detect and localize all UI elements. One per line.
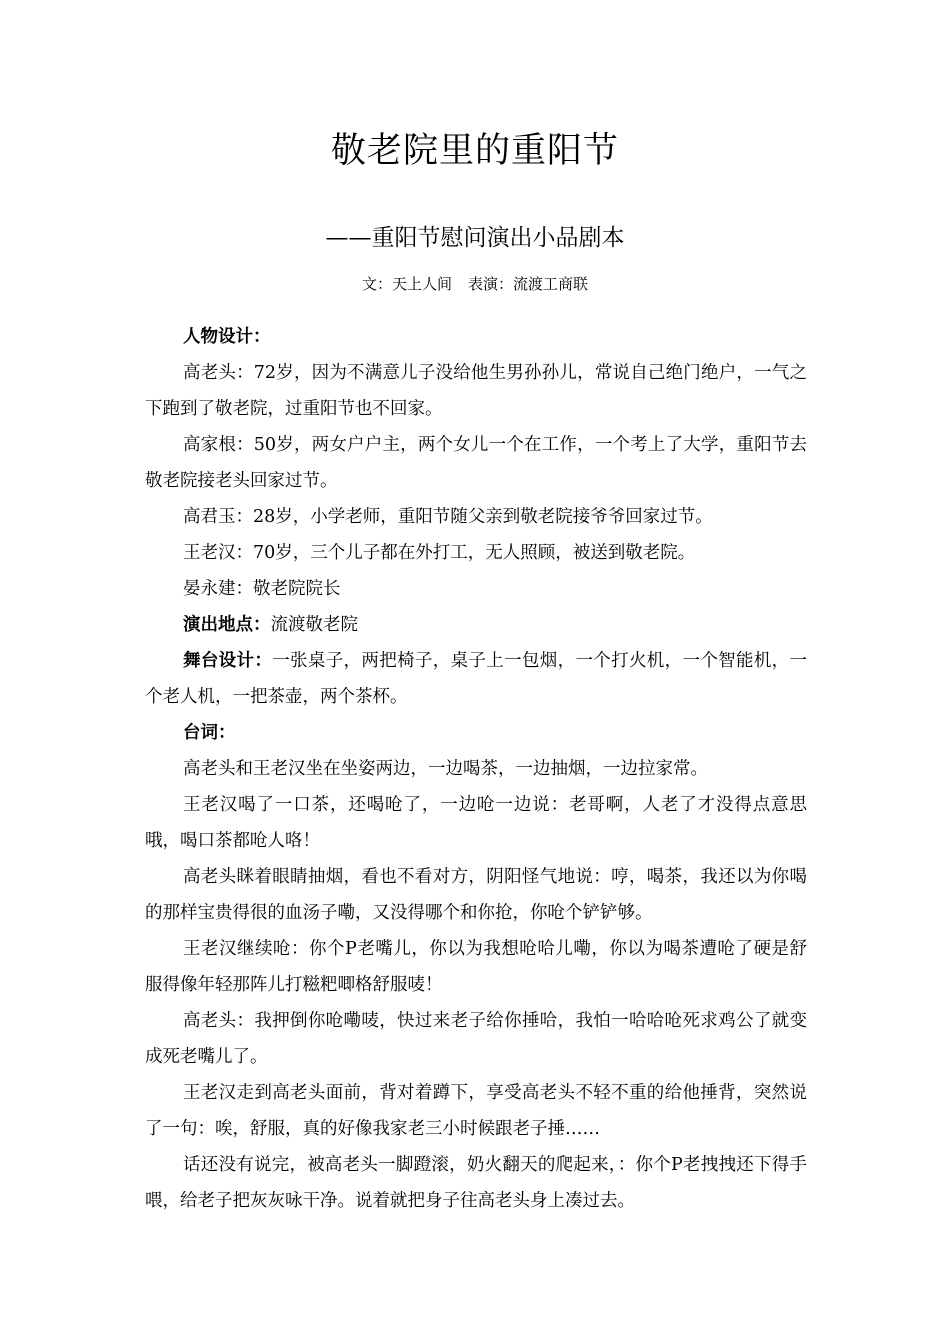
character-paragraph: 高老头：72岁，因为不满意儿子没给他生男孙孙儿，常说自己绝门绝户，一气之下跑到了敬老院，过重阳节也不回家。 [145, 363, 807, 419]
stage-text: 一张桌子，两把椅子，桌子上一包烟，一个打火机，一个智能机，一个老人机，一把茶壶，两个茶杯。 [145, 651, 808, 707]
byline-author: 文：天上人间 [361, 275, 452, 293]
script-line: 王老汉继续呛：你个P老嘴儿，你以为我想呛哈儿嘞，你以为喝茶遭呛了硬是舒服得像年轻那阵儿打糍粑唧格舒服唛！ [145, 939, 807, 995]
script-line: 王老汉走到高老头面前，背对着蹲下，享受高老头不轻不重的给他捶背，突然说了一句：唉，舒服，真的好像我家老三小时候跟老子捶…… [145, 1083, 807, 1139]
stage-paragraph [145, 643, 807, 715]
character-paragraph: 王老汉：70岁，三个儿子都在外打工，无人照顾，被送到敬老院。 [183, 543, 696, 563]
character-paragraph: 晏永建：敬老院院长 [183, 579, 341, 599]
document-body [145, 319, 807, 1219]
script-line: 王老汉喝了一口茶，还喝呛了，一边呛一边说：老哥啊，人老了才没得点意思哦，喝口茶都呛人咯！ [145, 795, 807, 851]
script-line: 高老头和王老汉坐在坐姿两边，一边喝茶，一边抽烟，一边拉家常。 [183, 759, 708, 779]
lines-heading-paragraph [145, 715, 807, 751]
document-title: 敬老院里的重阳节 [330, 131, 619, 171]
characters-heading: 人物设计： [183, 327, 271, 347]
character-paragraph: 高家根：50岁，两女户户主，两个女儿一个在工作，一个考上了大学，重阳节去敬老院接老头回家过节。 [145, 435, 807, 491]
character-paragraph: 高君玉：28岁，小学老师，重阳节随父亲到敬老院接爷爷回家过节。 [183, 507, 713, 527]
venue-paragraph [145, 607, 807, 643]
byline-performer: 表演：流渡工商联 [468, 275, 589, 293]
script-line: 高老头眯着眼睛抽烟，看也不看对方，阴阳怪气地说：哼，喝茶，我还以为你喝的那样宝贵得很的血汤子嘞，又没得哪个和你抢，你呛个铲铲够。 [145, 867, 807, 923]
venue-label: 演出地点： [183, 615, 271, 635]
script-line: 高老头：我押倒你呛嘞唛，快过来老子给你捶哈，我怕一哈哈呛死求鸡公了就变成死老嘴儿了。 [145, 1011, 807, 1067]
byline [0, 273, 950, 295]
script-line: 话还没有说完，被高老头一脚蹬滚，奶火翻天的爬起来，：你个P老拽拽还下得手喂，给老子把灰灰咏干净。说着就把身子往高老头身上凑过去。 [145, 1155, 807, 1211]
characters-heading-paragraph [145, 319, 807, 355]
stage-label: 舞台设计： [183, 651, 273, 671]
document-subtitle: ——重阳节慰问演出小品剧本 [325, 225, 625, 251]
lines-heading: 台词： [183, 723, 236, 743]
venue-text: 流渡敬老院 [270, 615, 358, 635]
